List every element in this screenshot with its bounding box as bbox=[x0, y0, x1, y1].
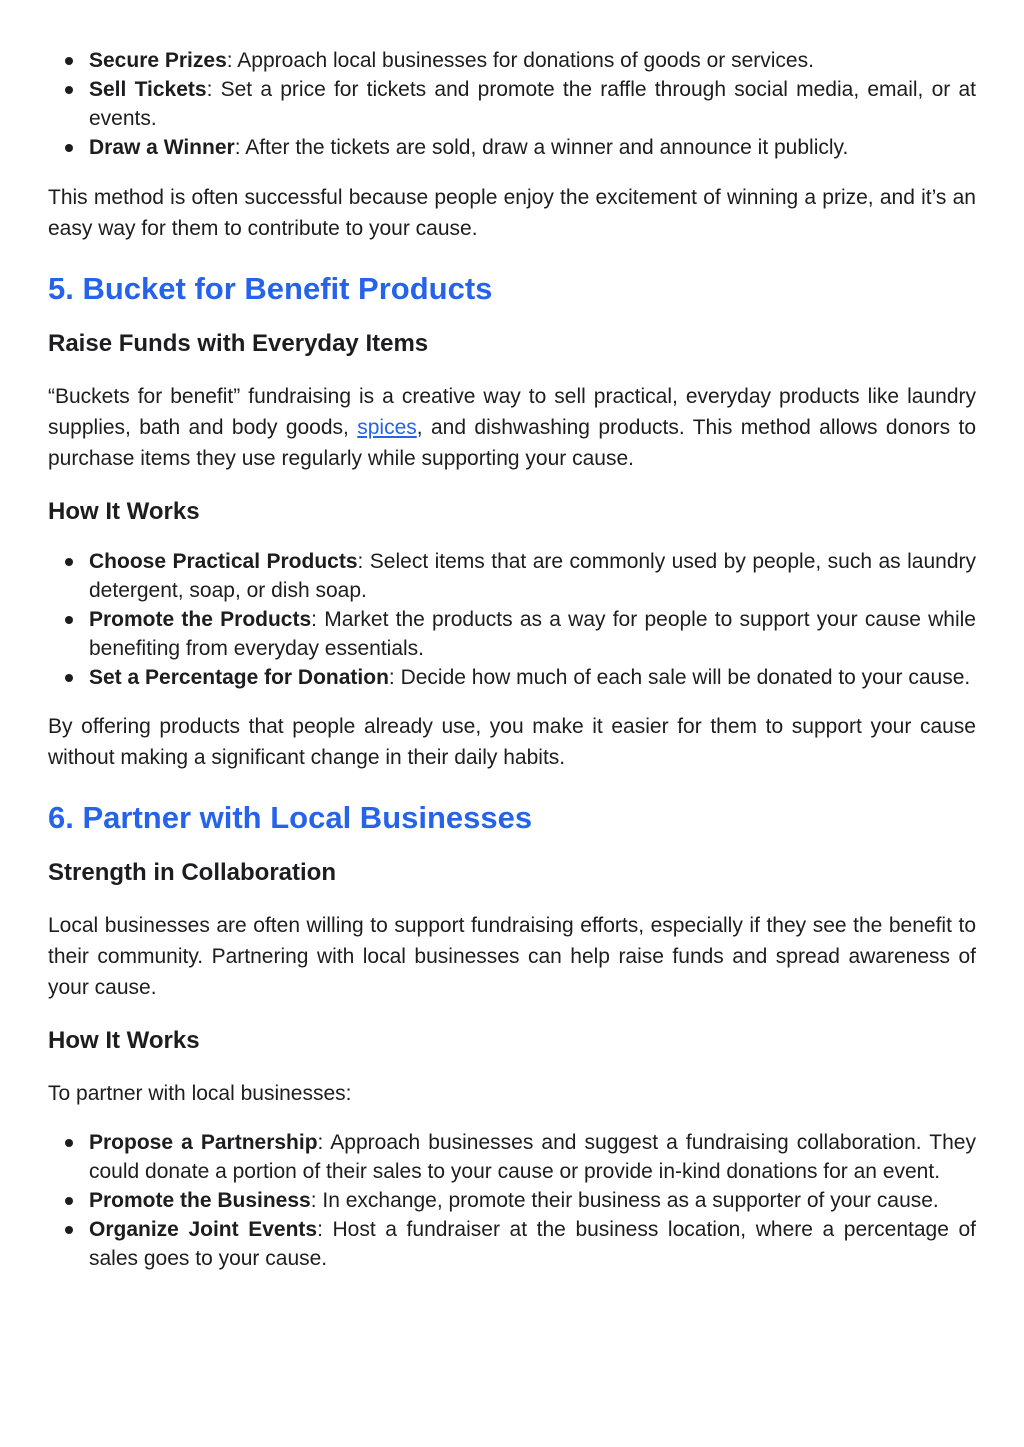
list-item bbox=[48, 133, 976, 162]
section-5-how-title: How It Works bbox=[48, 498, 200, 525]
section-6-subtitle: Strength in Collaboration bbox=[48, 859, 336, 886]
intro-text-before-link: “Buckets for benefit” fundraising is a creative way to sell practical, everyday products like laundry supplies, bath and body goods, bbox=[48, 385, 976, 439]
list-item-bold: Promote the Products bbox=[89, 608, 312, 631]
list-item bbox=[48, 663, 976, 692]
section-6-list bbox=[48, 1128, 976, 1273]
list-item-bold: Organize Joint Events bbox=[89, 1218, 318, 1241]
section-5-list bbox=[48, 547, 976, 692]
list-item bbox=[48, 75, 976, 133]
section-6-how-title: How It Works bbox=[48, 1027, 200, 1054]
section-6-lead: To partner with local businesses: bbox=[48, 1082, 352, 1105]
list-item-text: : Set a price for tickets and promote the raffle through social media, email, or at events. bbox=[89, 78, 976, 130]
bullet-icon bbox=[65, 674, 73, 682]
list-item-bold: Set a Percentage for Donation bbox=[89, 666, 389, 689]
list-item bbox=[48, 605, 976, 663]
list-item bbox=[48, 1186, 976, 1215]
bullet-icon bbox=[65, 616, 73, 624]
bullet-icon bbox=[65, 558, 73, 566]
section-6-title: 6. Partner with Local Businesses bbox=[48, 800, 533, 835]
list-item-text: : Approach businesses and suggest a fundraising collaboration. They could donate a portion of their sales to your cause or provide in-kind donations for an event. bbox=[89, 1131, 976, 1183]
list-item-text: : Approach local businesses for donations of goods or services. bbox=[226, 49, 814, 72]
bullet-icon bbox=[65, 57, 73, 65]
bullet-icon bbox=[65, 86, 73, 94]
list-item-bold: Secure Prizes bbox=[89, 49, 227, 72]
list-item-text: : Host a fundraiser at the business location, where a percentage of sales goes to your cause. bbox=[89, 1218, 976, 1270]
list-item-text: : Select items that are commonly used by people, such as laundry detergent, soap, or dish soap. bbox=[89, 550, 976, 602]
list-item-text: : After the tickets are sold, draw a winner and announce it publicly. bbox=[234, 136, 849, 159]
list-item-bold: Choose Practical Products bbox=[89, 550, 358, 573]
raffle-paragraph: This method is often successful because people enjoy the excitement of winning a prize, and it’s an easy way for them to contribute to your cause. bbox=[48, 186, 976, 240]
list-item-text: : Decide how much of each sale will be donated to your cause. bbox=[388, 666, 971, 689]
section-5-title: 5. Bucket for Benefit Products bbox=[48, 271, 493, 306]
intro-text-after-link: , and dishwashing products. This method allows donors to purchase items they use regularly while supporting your cause. bbox=[48, 416, 976, 470]
section-6-intro: Local businesses are often willing to support fundraising efforts, especially if they see the benefit to their community. Partnering with local businesses can help raise funds and spread awareness of your cause. bbox=[48, 914, 976, 999]
list-item-bold: Draw a Winner bbox=[89, 136, 235, 159]
list-item-bold: Promote the Business bbox=[89, 1189, 311, 1212]
bullet-icon bbox=[65, 144, 73, 152]
section-5-subtitle: Raise Funds with Everyday Items bbox=[48, 330, 429, 357]
list-item-text: : Market the products as a way for people to support your cause while benefiting from everyday essentials. bbox=[89, 608, 976, 660]
list-item bbox=[48, 1215, 976, 1273]
spices-link[interactable]: spices bbox=[357, 416, 417, 439]
list-item bbox=[48, 547, 976, 605]
section-5-closing: By offering products that people already use, you make it easier for them to support your cause without making a significant change in their daily habits. bbox=[48, 715, 976, 769]
list-item-bold: Propose a Partnership bbox=[89, 1131, 318, 1154]
raffle-steps-list bbox=[48, 46, 976, 162]
list-item bbox=[48, 46, 976, 75]
list-item bbox=[48, 1128, 976, 1186]
bullet-icon bbox=[65, 1226, 73, 1234]
section-5-intro bbox=[48, 381, 976, 474]
list-item-text: : In exchange, promote their business as a supporter of your cause. bbox=[310, 1189, 939, 1212]
bullet-icon bbox=[65, 1197, 73, 1205]
list-item-bold: Sell Tickets bbox=[89, 78, 207, 101]
bullet-icon bbox=[65, 1139, 73, 1147]
